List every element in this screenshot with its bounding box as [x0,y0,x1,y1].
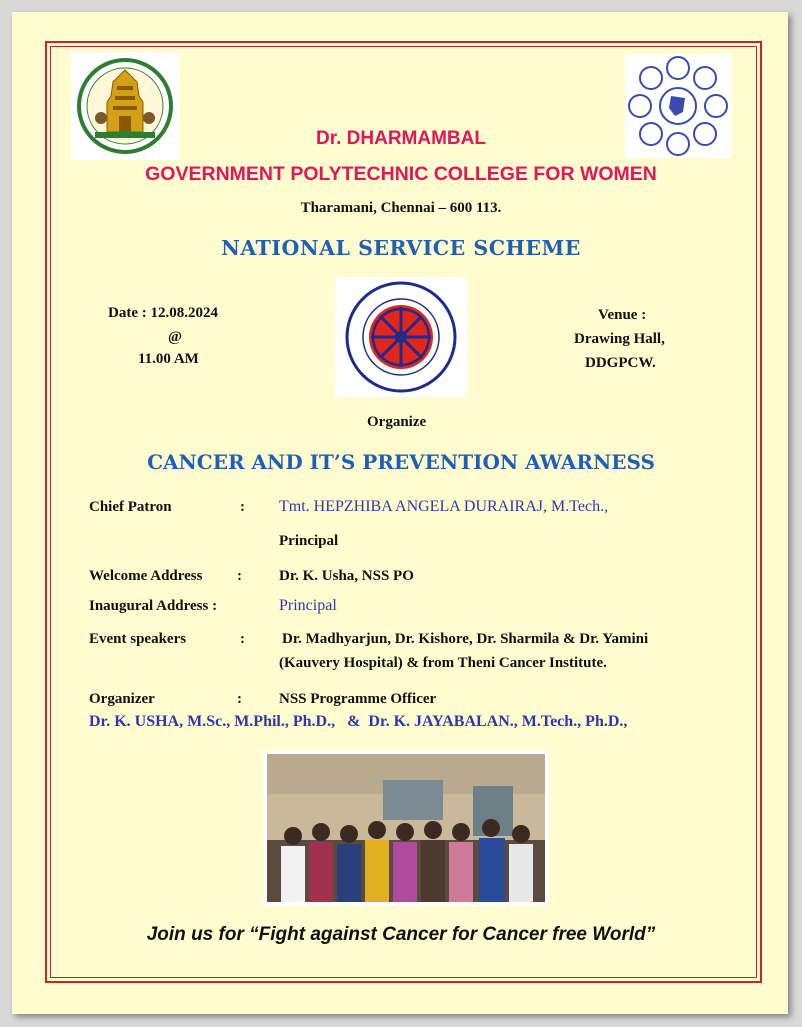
inaugural-address-value: Principal [279,597,337,614]
college-address: Tharamani, Chennai – 600 113. [300,200,502,216]
college-name-line1: Dr. DHARMAMBAL [316,128,486,149]
welcome-address-value: Dr. K. Usha, NSS PO [279,568,414,584]
venue-line2: DDGPCW. [585,355,656,371]
organizer-names: Dr. K. USHA, M.Sc., M.Phil., Ph.D., & Dr. K. JAYABALAN., M.Tech., Ph.D., [89,713,628,730]
event-speakers-line2: (Kauvery Hospital) & from Theni Cancer Institute. [279,655,607,671]
venue-line1: Drawing Hall, [574,331,665,347]
organize-text: Organize [367,414,427,430]
nss-logo-icon [335,277,467,397]
chief-patron-role: Principal [279,533,339,549]
chief-patron-name: Tmt. HEPZHIBA ANGELA DURAIRAJ, M.Tech., [279,498,609,515]
event-date: Date : 12.08.2024 [108,305,218,321]
event-speakers-colon: : [240,631,245,647]
event-time: 11.00 AM [138,351,199,367]
venue-label: Venue : [598,307,647,323]
welcome-address-colon: : [237,568,242,584]
event-title: CANCER AND IT’S PREVENTION AWARNESS [147,450,655,474]
group-photo [263,750,549,906]
event-speakers-line1: Dr. Madhyarjun, Dr. Kishore, Dr. Sharmila & Dr. Yamini [282,631,649,647]
tagline: Join us for “Fight against Cancer for Cancer free World” [146,924,656,945]
college-name-line2: GOVERNMENT POLYTECHNIC COLLEGE FOR WOMEN [145,163,657,185]
organizer-label: Organizer [89,691,155,707]
inaugural-address-label: Inaugural Address : [89,598,218,614]
welcome-address-label: Welcome Address [89,568,203,584]
organizer-value: NSS Programme Officer [279,691,437,707]
organizer-colon: : [237,691,242,707]
chief-patron-label: Chief Patron [89,499,172,515]
chief-patron-colon: : [240,499,245,515]
event-at: @ [168,329,182,345]
event-speakers-label: Event speakers [89,631,187,647]
department-title: NATIONAL SERVICE SCHEME [221,236,581,260]
